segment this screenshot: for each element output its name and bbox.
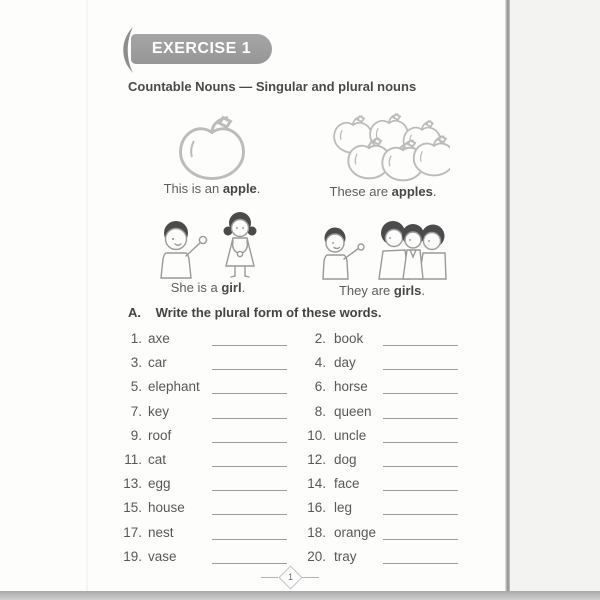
answer-blank xyxy=(383,425,458,443)
answer-blank xyxy=(212,449,287,467)
item-word: day xyxy=(334,355,356,371)
item-word: vase xyxy=(148,548,177,564)
boy-and-girls-art-icon xyxy=(315,217,447,281)
exercise-banner-title: EXERCISE 1 xyxy=(151,40,252,57)
footer-rule-right xyxy=(302,577,319,578)
item-number: 3. xyxy=(130,355,142,371)
page-number: 1 xyxy=(287,572,293,582)
answer-blank xyxy=(383,401,458,419)
item-number: 5. xyxy=(130,379,142,395)
item-number: 13. xyxy=(123,476,142,492)
answer-blank xyxy=(212,425,287,443)
item-number: 18. xyxy=(307,524,326,540)
answer-blank xyxy=(212,401,287,419)
word-row xyxy=(0,327,510,351)
item-word: axe xyxy=(148,331,170,346)
answer-blank xyxy=(383,352,458,370)
item-word: house xyxy=(148,500,185,516)
item-word: egg xyxy=(148,476,171,492)
answer-blank xyxy=(383,546,458,564)
answer-blank xyxy=(383,449,458,467)
item-word: tray xyxy=(334,548,357,564)
word-list xyxy=(0,327,510,569)
answer-blank xyxy=(212,546,287,564)
section-a-label: A. xyxy=(128,305,141,320)
item-word: roof xyxy=(148,427,172,443)
word-row xyxy=(0,545,510,569)
item-number: 4. xyxy=(314,355,326,371)
photo-background-right xyxy=(510,0,600,592)
boy-and-girl-art-icon xyxy=(145,211,267,279)
item-word: dog xyxy=(334,451,357,467)
word-row xyxy=(0,424,510,448)
item-number: 17. xyxy=(123,524,142,540)
item-word: uncle xyxy=(334,427,367,443)
word-row xyxy=(0,496,510,520)
answer-blank xyxy=(383,522,458,540)
lesson-heading: Countable Nouns — Singular and plural nouns xyxy=(128,79,417,94)
single-apple-art-icon xyxy=(173,114,251,184)
footer-rule-left xyxy=(261,577,278,578)
item-number: 16. xyxy=(307,500,326,516)
word-row xyxy=(0,448,510,472)
answer-blank xyxy=(383,497,458,515)
answer-blank xyxy=(383,376,458,394)
section-a-heading xyxy=(128,305,381,320)
item-word: queen xyxy=(334,403,372,419)
item-number: 7. xyxy=(130,403,142,419)
item-number: 12. xyxy=(307,451,326,467)
item-number: 8. xyxy=(314,403,326,419)
item-word: orange xyxy=(334,524,377,540)
caption-girls: They are girls. xyxy=(338,283,425,298)
section-a-instruction: Write the plural form of these words. xyxy=(155,305,382,320)
word-row xyxy=(0,472,510,496)
word-row xyxy=(0,400,510,424)
item-word: cat xyxy=(148,451,167,467)
item-number: 2. xyxy=(314,331,326,346)
item-word: elephant xyxy=(148,379,200,395)
answer-blank xyxy=(212,328,287,346)
answer-blank xyxy=(212,473,287,491)
item-number: 11. xyxy=(124,451,142,467)
answer-blank xyxy=(212,497,287,515)
item-number: 19. xyxy=(123,548,142,564)
photo-background-bottom xyxy=(0,591,600,600)
item-word: key xyxy=(148,403,170,419)
item-word: horse xyxy=(334,379,368,395)
caption-apples: These are apples. xyxy=(329,184,437,199)
answer-blank xyxy=(383,328,458,346)
item-number: 15. xyxy=(123,500,142,516)
item-number: 9. xyxy=(130,427,142,443)
item-number: 10. xyxy=(307,427,326,443)
group-of-apples-art-icon xyxy=(328,112,450,184)
word-row xyxy=(0,375,510,399)
item-word: face xyxy=(334,476,360,492)
item-number: 14. xyxy=(307,476,326,492)
item-word: car xyxy=(148,355,167,371)
answer-blank xyxy=(212,522,287,540)
caption-girl: She is a girl. xyxy=(170,280,246,295)
item-number: 20. xyxy=(307,548,326,564)
word-row xyxy=(0,351,510,375)
answer-blank xyxy=(212,352,287,370)
item-word: nest xyxy=(148,524,174,540)
answer-blank xyxy=(212,376,287,394)
word-row xyxy=(0,521,510,545)
caption-apple: This is an apple. xyxy=(163,181,261,196)
item-number: 6. xyxy=(314,379,326,395)
item-number: 1. xyxy=(130,331,142,346)
answer-blank xyxy=(383,473,458,491)
item-word: leg xyxy=(334,500,353,516)
item-word: book xyxy=(334,331,364,346)
